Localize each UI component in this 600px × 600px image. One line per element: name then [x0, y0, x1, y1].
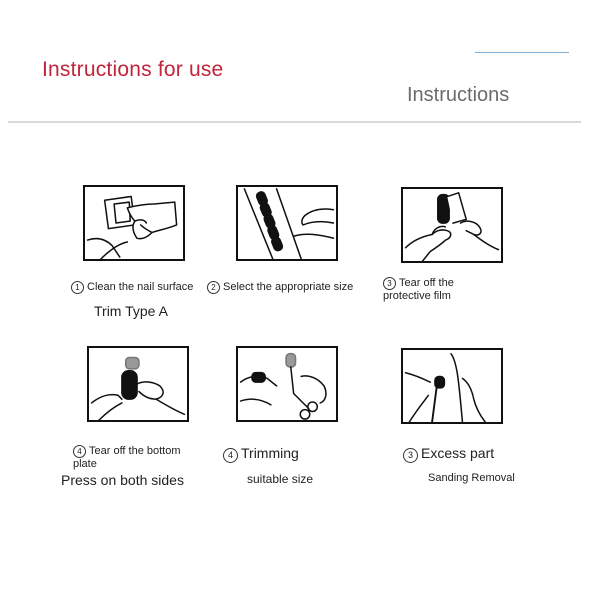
step-4-subcaption: Press on both sides: [61, 472, 184, 488]
step-1-text: Clean the nail surface: [87, 281, 194, 293]
header-divider: [8, 121, 581, 123]
step-5-text: Trimming: [241, 445, 299, 461]
remove-plate-illustration: [87, 346, 189, 422]
step-4-text-line1: Tear off the bottom: [89, 445, 181, 457]
peel-film-illustration: [401, 187, 503, 263]
step-5-subcaption: suitable size: [247, 472, 314, 486]
step-6-number: 3: [403, 448, 418, 463]
step-4-caption: [73, 445, 181, 470]
step-5-caption: [223, 445, 299, 463]
top-accent-line: [475, 52, 569, 53]
step-4-text-line2: plate: [73, 458, 97, 470]
clean-nail-illustration: [83, 185, 185, 261]
step-3-number: 3: [383, 277, 396, 290]
step-3-text-line2: protective film: [383, 290, 451, 302]
step-6-caption: [403, 445, 494, 463]
step-3-caption: [383, 277, 454, 302]
step-2-text: Select the appropriate size: [223, 281, 354, 293]
trimming-illustration: [236, 346, 338, 422]
step-1-subcaption: Trim Type A: [94, 303, 168, 319]
step-2-number: 2: [207, 281, 220, 294]
select-size-illustration: [236, 185, 338, 261]
sanding-illustration: [401, 348, 503, 424]
step-5-number: 4: [223, 448, 238, 463]
step-1-caption: [71, 281, 193, 294]
page-subtitle: Instructions: [407, 84, 510, 106]
step-3-text-line1: Tear off the: [399, 277, 454, 289]
page-title: Instructions for use: [42, 58, 224, 81]
step-1-number: 1: [71, 281, 84, 294]
step-4-number: 4: [73, 445, 86, 458]
step-6-subcaption: Sanding Removal: [428, 472, 515, 484]
step-2-caption: [207, 281, 353, 294]
step-6-text: Excess part: [421, 445, 495, 461]
